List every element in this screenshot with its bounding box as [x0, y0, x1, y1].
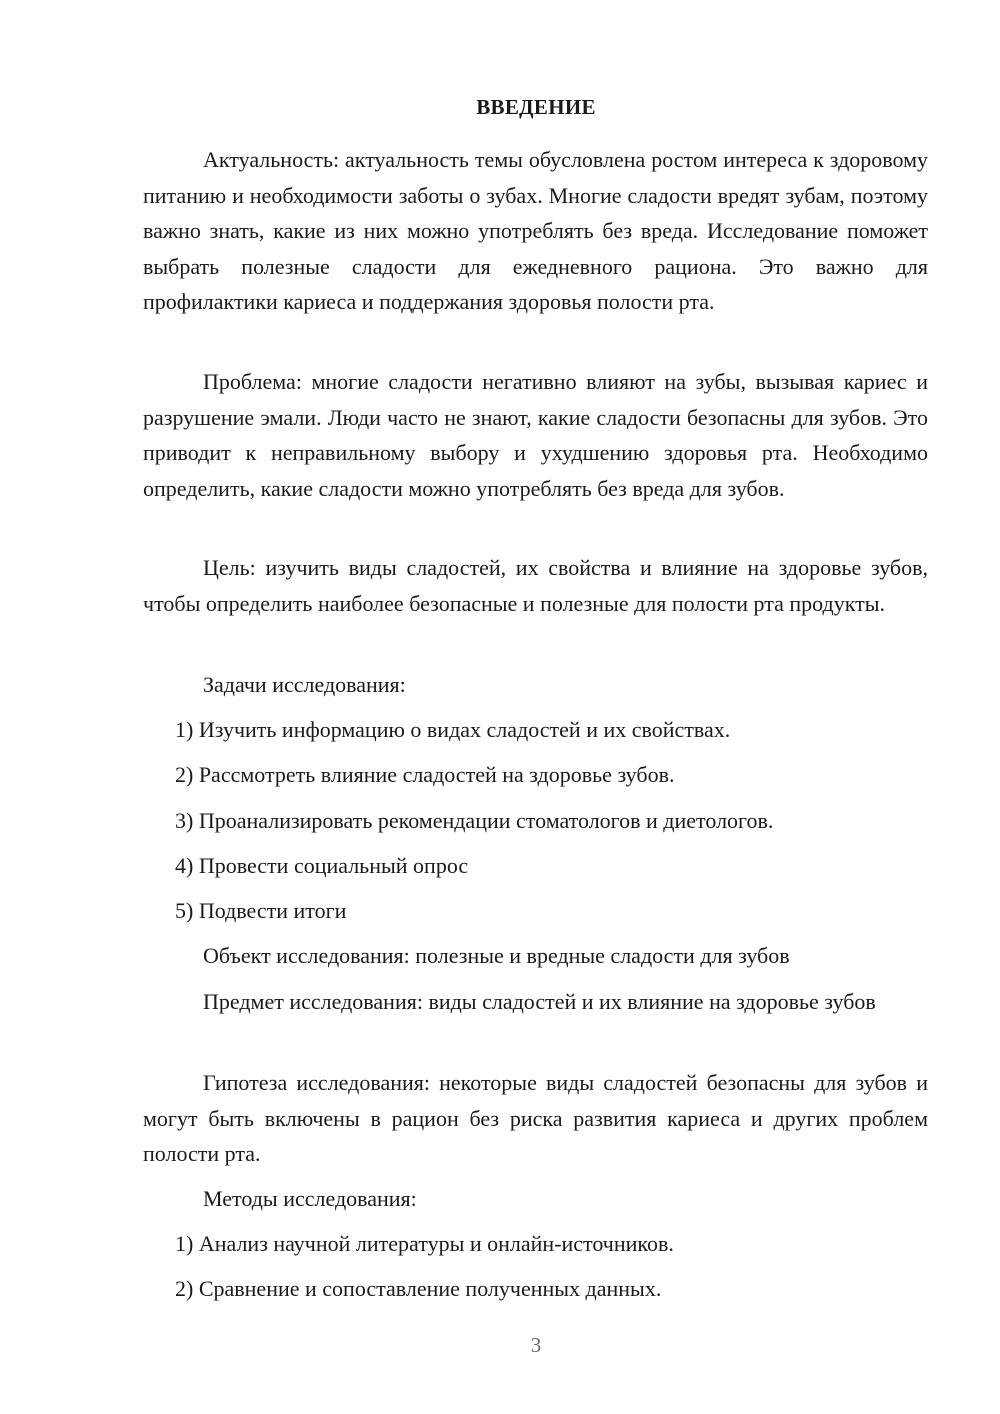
task-item: 4) Провести социальный опрос: [175, 853, 469, 878]
method-item: 2) Сравнение и сопоставление полученных данных.: [175, 1276, 662, 1301]
methods-heading: Методы исследования:: [203, 1186, 417, 1211]
section-title: ВВЕДЕНИЕ: [476, 95, 596, 119]
page-number: 3: [530, 1333, 542, 1357]
subject-paragraph: Предмет исследования: виды сладостей и их влияние на здоровье зубов: [203, 989, 876, 1014]
object-line: Объект исследования: полезные и вредные сладости для зубов: [203, 943, 790, 968]
task-item: 3) Проанализировать рекомендации стоматологов и диетологов.: [175, 808, 774, 833]
task-item: 2) Рассмотреть влияние сладостей на здоровье зубов.: [175, 762, 675, 787]
relevance-paragraph: Актуальность: актуальность темы обусловлена ростом интереса к здоровому питанию и необходимости заботы о зубах. Многие сладости вредят зубам, поэтому важно знать, какие из них можно употреблять без вреда. Исследование поможет выбрать полезные сладости для ежедневного рациона. Это важно для профилактики кариеса и поддержания здоровья полости рта.: [143, 147, 928, 314]
hypothesis-paragraph: Гипотеза исследования: некоторые виды сладостей безопасны для зубов и могут быть включены в рацион без риска развития кариеса и других проблем полости рта.: [143, 1070, 928, 1166]
task-item: 5) Подвести итоги: [175, 898, 347, 923]
method-item: 1) Анализ научной литературы и онлайн-источников.: [175, 1231, 674, 1256]
tasks-heading: Задачи исследования:: [203, 672, 406, 697]
task-item: 1) Изучить информацию о видах сладостей и их свойствах.: [175, 717, 731, 742]
problem-paragraph: Проблема: многие сладости негативно влияют на зубы, вызывая кариес и разрушение эмали. Люди часто не знают, какие сладости безопасны для зубов. Это приводит к неправильному выбору и ухудшению здоровья рта. Необходимо определить, какие сладости можно употреблять без вреда для зубов.: [143, 369, 928, 501]
goal-paragraph: Цель: изучить виды сладостей, их свойства и влияние на здоровье зубов, чтобы определить наиболее безопасные и полезные для полости рта продукты.: [143, 555, 928, 616]
